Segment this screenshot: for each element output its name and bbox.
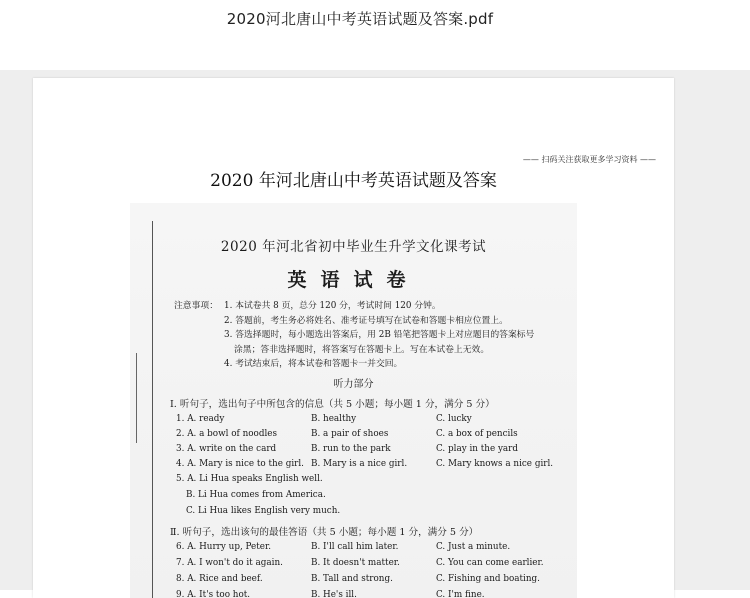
option-c: C. You can come earlier. [436,558,544,568]
qr-note: —— 扫码关注获取更多学习资料 —— [522,155,656,164]
title-bar [0,0,750,70]
option-a: 5. A. Li Hua speaks English well. [176,474,323,484]
pdf-page [33,78,674,598]
option-b: B. a pair of shoes [311,429,389,439]
section-title: 听力部分 [333,379,374,390]
option-a: 2. A. a bowl of noodles [176,429,278,439]
exam-title: 2020 年河北省初中毕业生升学文化课考试 [220,239,487,255]
notes-label: 注意事项： [174,301,218,311]
file-title: 2020河北唐山中考英语试题及答案.pdf [226,10,494,28]
part-1-heading: Ⅰ. 听句子，选出句子中所包含的信息（共 5 小题；每小题 1 分，满分 5 分） [170,399,495,410]
option-a: 8. A. Rice and beef. [176,574,263,584]
note-item: 2. 答题前，考生务必将姓名、准考证号填写在试卷和答题卡相应位置上。 [224,315,508,326]
option-c: C. Just a minute. [436,542,511,552]
option-b: B. I'll call him later. [311,542,399,552]
note-item: 涂黑；答非选择题时，将答案写在答题卡上。写在本试卷上无效。 [234,344,490,355]
note-item: 3. 答选择题时，每小题选出答案后，用 2B 铅笔把答题卡上对应题目的答案标号 [224,330,535,341]
document-viewer[interactable] [0,70,750,598]
exam-subtitle: 英语试卷 [287,269,420,291]
option-c: C. a box of pencils [436,429,518,439]
document-heading: 2020 年河北唐山中考英语试题及答案 [210,171,497,191]
option-a: 6. A. Hurry up, Peter. [176,542,272,552]
option-a: 7. A. I won't do it again. [176,558,283,568]
option-c: C. Mary knows a nice girl. [436,459,554,469]
option-a: 9. A. It's too hot. [176,590,251,598]
scanned-exam-image [130,203,577,598]
option-a: 1. A. ready [176,414,225,424]
part-2-heading: Ⅱ. 听句子，选出该句的最佳答语（共 5 小题；每小题 1 分，满分 5 分） [170,527,479,538]
scan-margin-line [136,353,137,443]
option-b: B. run to the park [311,444,391,454]
option-b: B. It doesn't matter. [311,558,400,568]
option-b: B. Li Hua comes from America. [186,490,326,500]
option-c: C. I'm fine. [436,590,485,598]
option-b: B. Mary is a nice girl. [311,459,408,469]
option-a: 3. A. write on the card [176,444,277,454]
option-a: 4. A. Mary is nice to the girl. [176,459,304,469]
option-c: C. Li Hua likes English very much. [186,506,341,516]
option-c: C. Fishing and boating. [436,574,540,584]
option-b: B. healthy [311,414,357,424]
option-b: B. Tall and strong. [311,574,393,584]
note-item: 1. 本试卷共 8 页，总分 120 分，考试时间 120 分钟。 [224,301,441,311]
option-c: C. lucky [436,414,472,424]
option-b: B. He's ill. [311,590,357,598]
option-c: C. play in the yard [436,444,518,454]
note-item: 4. 考试结束后，将本试卷和答题卡一并交回。 [224,359,403,370]
